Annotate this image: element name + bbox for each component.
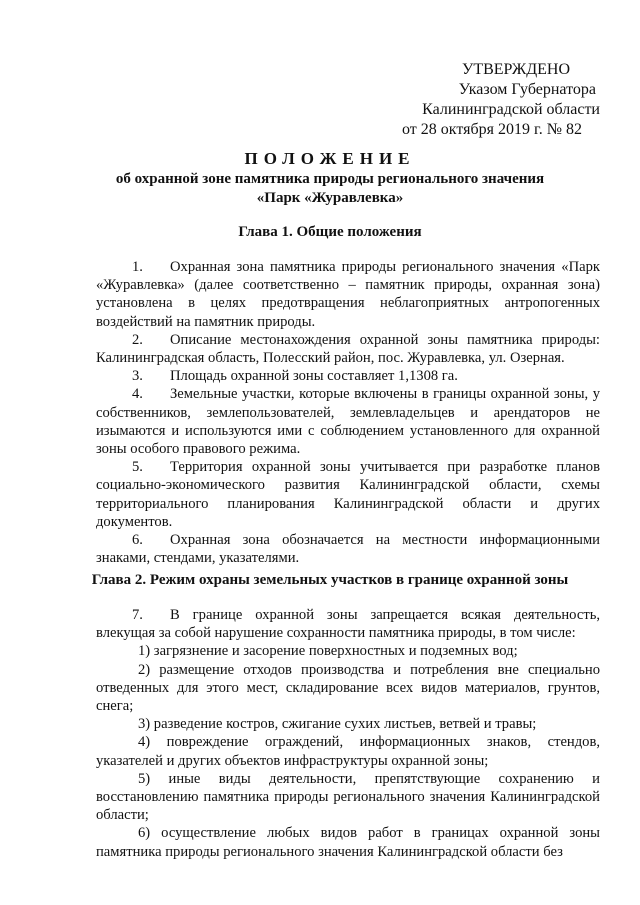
subitem-2: 2) размещение отходов производства и потребления вне специально отведенных для этого мест, складирование всех видов материалов, грунтов, снега; xyxy=(96,661,600,715)
subitem-4: 4) повреждение ограждений, информационных знаков, стендов, указателей и других объектов инфраструктуры охранной зоны; xyxy=(96,734,600,769)
paragraph-text: Охранная зона памятника природы регионального значения «Парк «Журавлевка» (далее соответственно – памятник природы, охранная зона) установлена в целях предотвращения неблагоприятных антропогенных воздействий на памятник природы. xyxy=(96,259,600,330)
chapter-1-heading: Глава 1. Общие положения xyxy=(238,224,422,240)
paragraph-number: 1. xyxy=(132,259,143,275)
paragraph-text: Охранная зона обозначается на местности информационными знаками, стендами, указателями. xyxy=(96,532,600,567)
paragraph-number: 5. xyxy=(132,459,143,476)
paragraph-text: Земельные участки, которые включены в границы охранной зоны, у собственников, землепользователей, землевладельцев и арендаторов не изымаются и используются ими с соблюдением установленного для охранной зоны особого правового режима. xyxy=(96,386,600,458)
paragraph-number: 4. xyxy=(132,386,143,403)
approval-authority: Указом Губернатора xyxy=(458,81,596,98)
approval-stamp xyxy=(360,60,600,140)
paragraph-6 xyxy=(96,531,600,567)
paragraph-text: Территория охранной зоны учитывается при разработке планов социально-экономического развития Калининградской области, схемы территориального планирования Калининградской области и других документов. xyxy=(96,459,600,530)
paragraph-text: Площадь охранной зоны составляет 1,1308 га. xyxy=(170,368,458,385)
approval-region: Калининградской области xyxy=(422,101,600,118)
paragraph-number: 6. xyxy=(132,532,143,549)
paragraph-1 xyxy=(96,258,600,331)
subitem-1: 1) загрязнение и засорение поверхностных и подземных вод; xyxy=(138,643,518,660)
paragraph-number: 7. xyxy=(132,607,143,623)
paragraph-7 xyxy=(96,606,600,642)
chapter-1-body xyxy=(96,258,600,567)
paragraph-number: 3. xyxy=(132,368,143,385)
paragraph-2 xyxy=(96,331,600,367)
paragraph-text: В границе охранной зоны запрещается всякая деятельность, влекущая за собой нарушение сохранности памятника природы, в том числе: xyxy=(96,607,600,642)
document-title xyxy=(60,148,600,208)
paragraph-5 xyxy=(96,458,600,531)
paragraph-3 xyxy=(96,367,600,385)
subitem-6: 6) осуществление любых видов работ в границах охранной зоны памятника природы регионального значения Калининградской области без xyxy=(96,825,600,860)
title-subtitle-1: об охранной зоне памятника природы регионального значения xyxy=(115,171,545,187)
chapter-2-heading: Глава 2. Режим охраны земельных участков в границе охранной зоны xyxy=(91,572,569,588)
title-subtitle-2: «Парк «Журавлевка» xyxy=(256,190,404,206)
paragraph-text: Описание местонахождения охранной зоны памятника природы: Калининградская область, Полесский район, пос. Журавлевка, ул. Озерная. xyxy=(96,331,600,367)
subitem-3: 3) разведение костров, сжигание сухих листьев, ветвей и травы; xyxy=(138,716,537,733)
paragraph-4 xyxy=(96,385,600,458)
paragraph-number: 2. xyxy=(132,331,143,348)
chapter-2-body xyxy=(96,606,600,861)
title-main: ПОЛОЖЕНИЕ xyxy=(244,149,416,168)
approval-date-number: от 28 октября 2019 г. № 82 xyxy=(401,121,582,138)
subitem-5: 5) иные виды деятельности, препятствующие сохранению и восстановлению памятника природы регионального значения Калининградской области; xyxy=(96,770,600,824)
approval-title: УТВЕРЖДЕНО xyxy=(461,61,570,78)
